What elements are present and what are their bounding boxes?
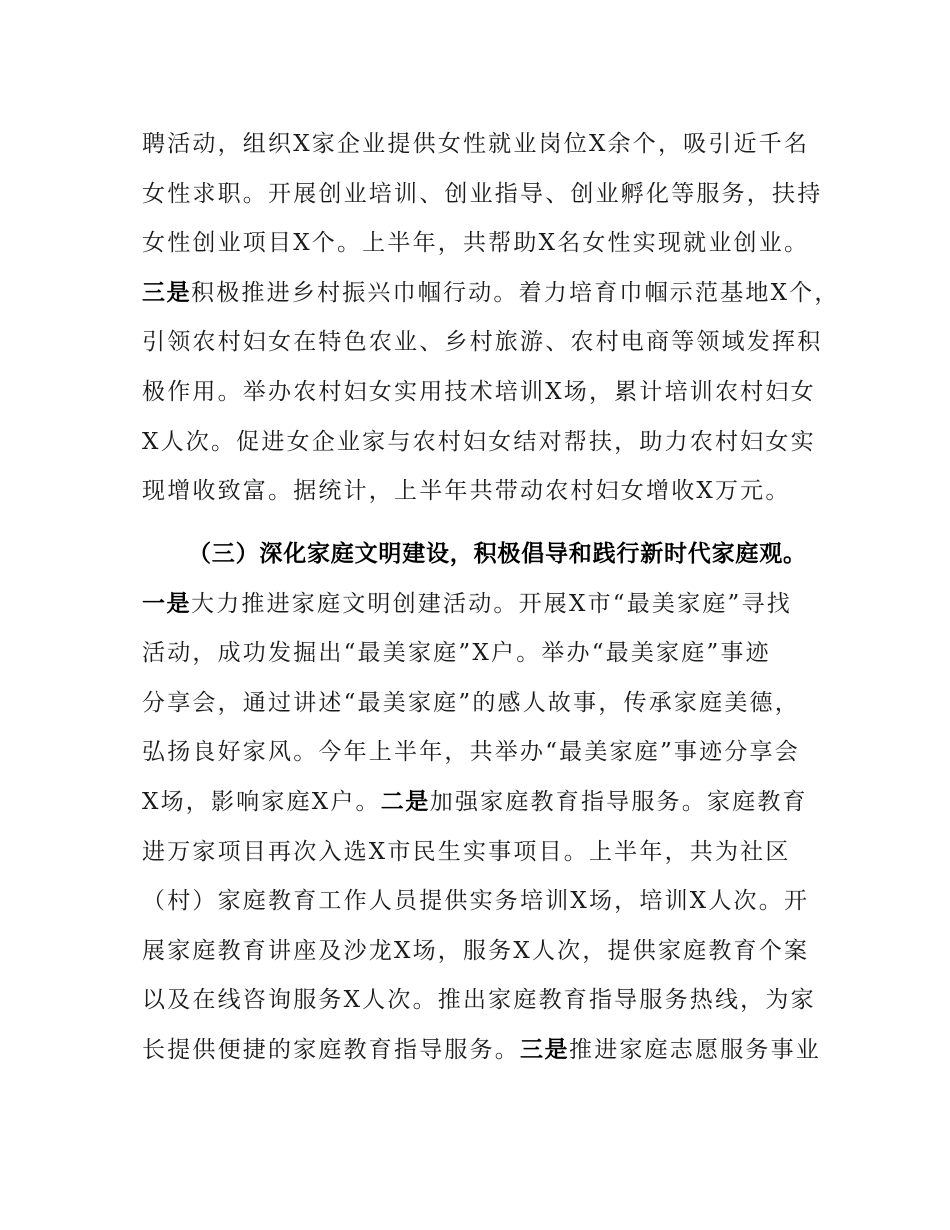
text-line: 以及在线咨询服务X人次。推出家庭教育指导服务热线，为家 bbox=[142, 987, 816, 1014]
text-fragment: X场，影响家庭X户。 bbox=[142, 788, 381, 815]
text-fragment: 大力推进家庭文明创建活动。开展X市“最美家庭”寻找 bbox=[191, 590, 792, 617]
text-line bbox=[142, 1026, 842, 1076]
text-line: 女性求职。开展创业培训、创业指导、创业孵化等服务，扶持 bbox=[142, 180, 823, 207]
text-line: 女性创业项目X个。上半年，共帮助X名女性实现就业创业。 bbox=[142, 230, 810, 257]
text-line: 活动，成功发掘出“最美家庭”X户。举办“最美家庭”事迹 bbox=[142, 640, 771, 667]
text-line: 极作用。举办农村妇女实用技术培训X场，累计培训农村妇女 bbox=[142, 378, 816, 405]
text-fragment: 长提供便捷的家庭教育指导服务。 bbox=[142, 1036, 520, 1063]
text-line: 现增收致富。据统计，上半年共带动农村妇女增收X万元。 bbox=[142, 478, 791, 505]
text-line: 分享会，通过讲述“最美家庭”的感人故事，传承家庭美德， bbox=[142, 689, 800, 716]
point-marker-two: 二是 bbox=[380, 788, 430, 815]
text-line: 弘扬良好家风。今年上半年，共举办“最美家庭”事迹分享会 bbox=[142, 739, 800, 766]
text-line: 聘活动，组织X家企业提供女性就业岗位X余个，吸引近千名 bbox=[142, 131, 810, 157]
text-line bbox=[142, 580, 842, 630]
text-line: 进万家项目再次入选X市民生实事项目。上半年，共为社区 bbox=[142, 838, 791, 865]
text-line: X人次。促进女企业家与农村妇女结对帮扶，助力农村妇女实 bbox=[142, 428, 816, 455]
paragraph-women-employment bbox=[142, 120, 842, 517]
text-fragment: 加强家庭教育指导服务。家庭教育 bbox=[429, 788, 808, 815]
text-line: 展家庭教育讲座及沙龙X场，服务X人次，提供家庭教育个案 bbox=[142, 937, 810, 964]
paragraph-family-civilization bbox=[142, 530, 842, 1076]
text-line: 引领农村妇女在特色农业、乡村旅游、农村电商等领域发挥积 bbox=[142, 329, 823, 356]
point-marker-three: 三是 bbox=[142, 279, 191, 306]
point-marker-one: 一是 bbox=[142, 590, 191, 617]
text-fragment: 推进家庭志愿服务事业 bbox=[569, 1036, 821, 1063]
text-line bbox=[142, 269, 842, 319]
point-marker-three: 三是 bbox=[520, 1036, 569, 1063]
text-fragment: 积极推进乡村振兴巾帼行动。着力培育巾帼示范基地X个， bbox=[191, 279, 840, 306]
section-heading: （三）深化家庭文明建设，积极倡导和践行新时代家庭观。 bbox=[188, 541, 807, 567]
text-line bbox=[142, 778, 842, 828]
text-line: （村）家庭教育工作人员提供实务培训X场，培训X人次。开 bbox=[142, 888, 810, 915]
